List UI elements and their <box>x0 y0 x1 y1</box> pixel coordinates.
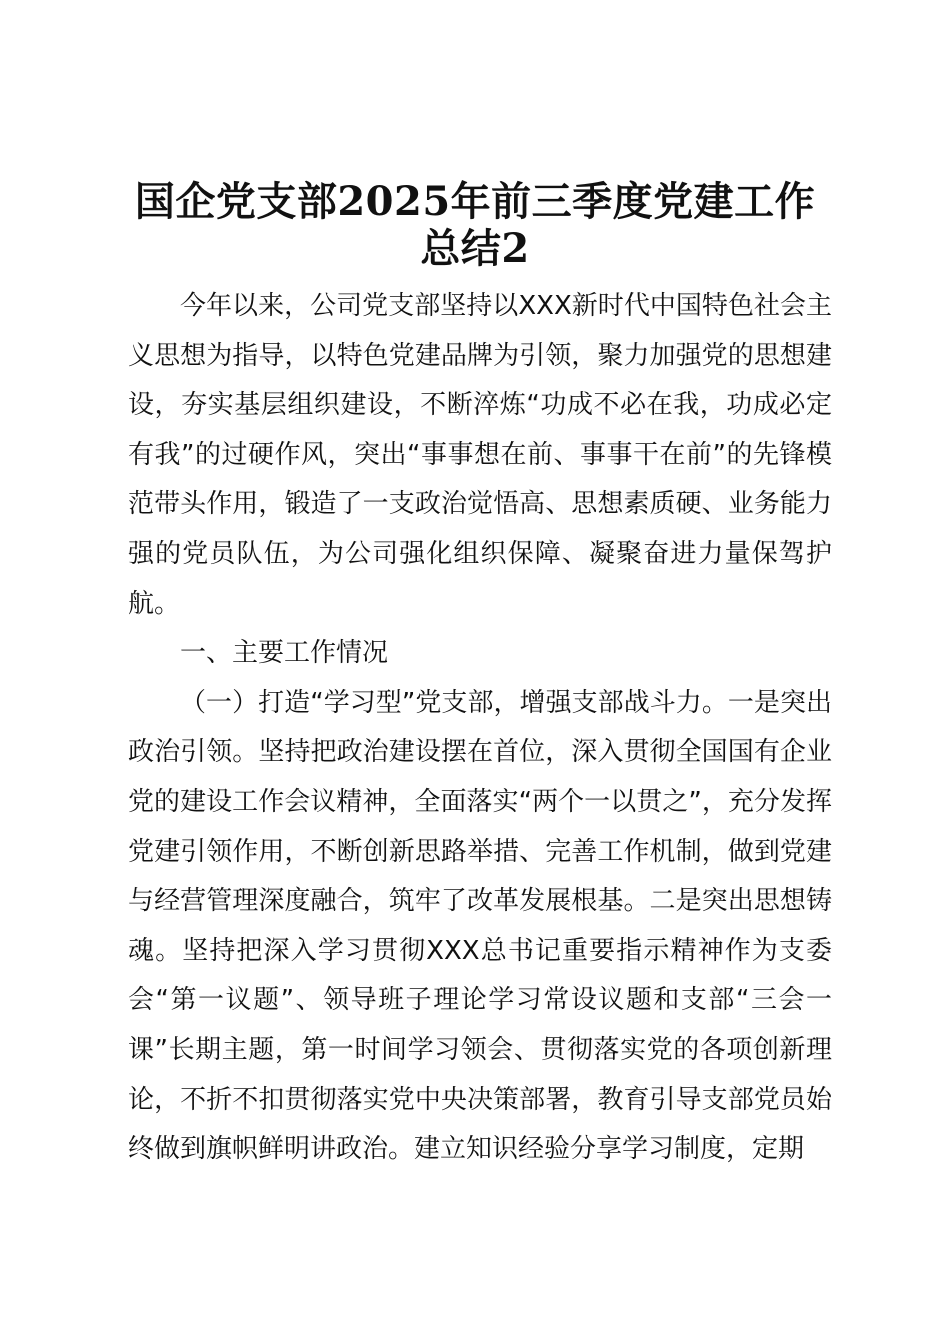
title-line-2: 总结2 <box>420 225 530 272</box>
intro-paragraph: 今年以来，公司党支部坚持以XXX新时代中国特色社会主义思想为指导，以特色党建品牌为引领，聚力加强党的思想建设，夯实基层组织建设，不断淬炼“功成不必在我，功成必定有我”的过硬作风，突出“事事想在前、事事干在前”的先锋模范带头作用，锻造了一支政治觉悟高、思想素质硬、业务能力强的党员队伍，为公司强化组织保障、凝聚奋进力量保驾护航。 <box>128 291 832 619</box>
section-heading: 一、主要工作情况 <box>180 638 389 669</box>
document-title <box>110 178 840 272</box>
document-body <box>128 282 832 1175</box>
title-line-1: 国企党支部2025年前三季度党建工作 <box>134 178 816 225</box>
section-paragraph: （一）打造“学习型”党支部，增强支部战斗力。一是突出政治引领。坚持把政治建设摆在首位，深入贯彻全国国有企业党的建设工作会议精神，全面落实“两个一以贯之”，充分发挥党建引领作用，不断创新思路举措、完善工作机制，做到党建与经营管理深度融合，筑牢了改革发展根基。二是突出思想铸魂。坚持把深入学习贯彻XXX总书记重要指示精神作为支委会“第一议题”、领导班子理论学习常设议题和支部“三会一课”长期主题，第一时间学习领会、贯彻落实党的各项创新理论，不折不扣贯彻落实党中央决策部署，教育引导支部党员始终做到旗帜鲜明讲政治。建立知识经验分享学习制度，定期 <box>128 687 832 1165</box>
